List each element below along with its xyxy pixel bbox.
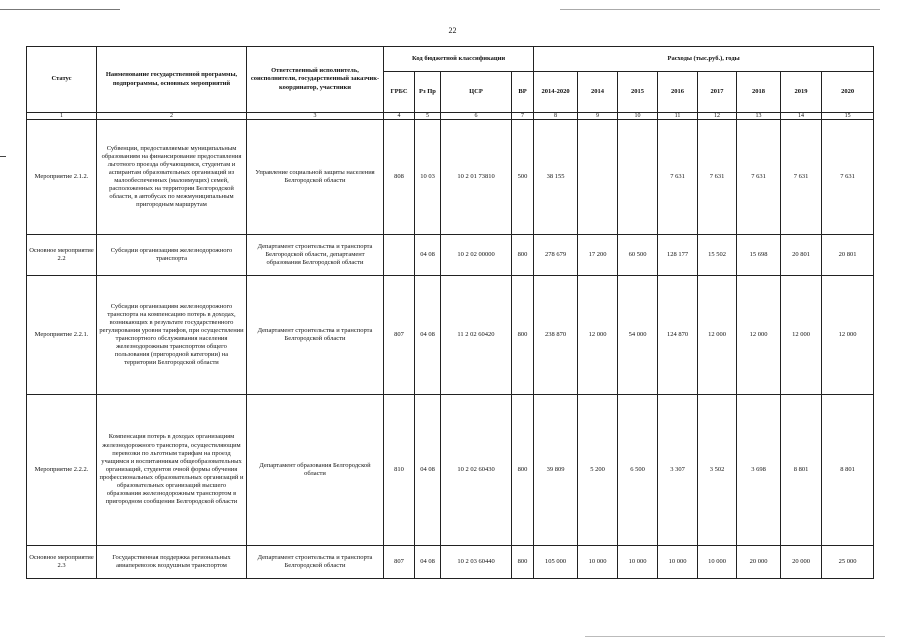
row-value: 238 870 xyxy=(534,276,578,395)
row-value: 10 000 xyxy=(618,546,658,579)
header-executor: Ответственный исполнитель, соисполнители, государственный заказчик-координатор, участники xyxy=(247,47,384,113)
row-value: 20 000 xyxy=(737,546,781,579)
header-year: 2014 xyxy=(578,72,618,113)
column-number-row xyxy=(27,113,874,120)
header-year: 2020 xyxy=(822,72,874,113)
header-status: Статус xyxy=(27,47,97,113)
row-name: Субсидии организациям железнодорожного транспорта на компенсацию потерь в доходах, возникающих в результате государственного регулирования уровня тарифов, при осуществлении транспортного обслуживания населения железнодорожным транспортом общего пользования (пригородной категории) на территории Белгородской области xyxy=(97,276,247,395)
row-status: Основное мероприятие 2.3 xyxy=(27,546,97,579)
row-value: 278 679 xyxy=(534,235,578,276)
row-executor: Департамент образования Белгородской области xyxy=(247,395,384,546)
scan-mark-top-right xyxy=(560,9,880,10)
column-number: 5 xyxy=(415,113,441,120)
column-number: 10 xyxy=(618,113,658,120)
row-value: 15 502 xyxy=(698,235,737,276)
column-number: 2 xyxy=(97,113,247,120)
header-year: 2016 xyxy=(658,72,698,113)
row-value: 60 500 xyxy=(618,235,658,276)
row-value: 7 631 xyxy=(698,120,737,235)
row-grbs: 808 xyxy=(384,120,415,235)
row-name: Компенсация потерь в доходах организациям железнодорожного транспорта, осуществляющим перевозки по льготным тарифам на проезд учащимся и воспитанникам общеобразовательных организаций, студентов очной формы обучения профессиональных образовательных организаций и образовательных организаций высшего образования железнодорожным транспортом в пригородном сообщении Белгородской области xyxy=(97,395,247,546)
row-value: 12 000 xyxy=(578,276,618,395)
row-value xyxy=(578,120,618,235)
row-status: Мероприятие 2.2.2. xyxy=(27,395,97,546)
column-number: 15 xyxy=(822,113,874,120)
row-value: 105 000 xyxy=(534,546,578,579)
row-status: Мероприятие 2.2.1. xyxy=(27,276,97,395)
row-rzpr: 10 03 xyxy=(415,120,441,235)
row-value: 128 177 xyxy=(658,235,698,276)
header-expenses: Расходы (тыс.руб.), годы xyxy=(534,47,874,72)
table-row xyxy=(27,395,874,546)
row-executor: Департамент строительства и транспорта Белгородской области xyxy=(247,546,384,579)
row-executor: Департамент строительства и транспорта Белгородской области xyxy=(247,276,384,395)
row-csr: 10 2 02 60430 xyxy=(441,395,512,546)
column-number: 13 xyxy=(737,113,781,120)
column-number: 12 xyxy=(698,113,737,120)
scan-mark-bottom xyxy=(585,636,885,637)
header-year: 2015 xyxy=(618,72,658,113)
row-value: 20 801 xyxy=(781,235,822,276)
header-rzpr: Рз Пр xyxy=(415,72,441,113)
header-budget-code: Код бюджетной классификации xyxy=(384,47,534,72)
row-executor: Управление социальной защиты населения Белгородской области xyxy=(247,120,384,235)
column-number: 3 xyxy=(247,113,384,120)
row-value: 20 801 xyxy=(822,235,874,276)
row-value: 54 000 xyxy=(618,276,658,395)
header-year: 2019 xyxy=(781,72,822,113)
row-vr: 800 xyxy=(512,546,534,579)
row-vr: 800 xyxy=(512,395,534,546)
row-value: 12 000 xyxy=(781,276,822,395)
column-number: 11 xyxy=(658,113,698,120)
row-value: 25 000 xyxy=(822,546,874,579)
row-value: 12 000 xyxy=(822,276,874,395)
header-year: 2014-2020 xyxy=(534,72,578,113)
row-value: 3 307 xyxy=(658,395,698,546)
table-row xyxy=(27,120,874,235)
header-vr: ВР xyxy=(512,72,534,113)
row-rzpr: 04 08 xyxy=(415,395,441,546)
column-number: 14 xyxy=(781,113,822,120)
row-csr: 10 2 02 00000 xyxy=(441,235,512,276)
column-number: 7 xyxy=(512,113,534,120)
row-grbs: 807 xyxy=(384,276,415,395)
row-name: Субсидии организациям железнодорожного транспорта xyxy=(97,235,247,276)
row-rzpr: 04 08 xyxy=(415,546,441,579)
header-csr: ЦСР xyxy=(441,72,512,113)
row-vr: 500 xyxy=(512,120,534,235)
row-value: 7 631 xyxy=(781,120,822,235)
row-value xyxy=(618,120,658,235)
column-number: 1 xyxy=(27,113,97,120)
row-grbs: 810 xyxy=(384,395,415,546)
row-value: 7 631 xyxy=(822,120,874,235)
row-value: 8 801 xyxy=(781,395,822,546)
column-number: 8 xyxy=(534,113,578,120)
row-value: 7 631 xyxy=(658,120,698,235)
row-value: 12 000 xyxy=(698,276,737,395)
row-status: Мероприятие 2.1.2. xyxy=(27,120,97,235)
row-csr: 10 2 01 73810 xyxy=(441,120,512,235)
row-value: 15 698 xyxy=(737,235,781,276)
row-value: 7 631 xyxy=(737,120,781,235)
budget-table xyxy=(26,46,874,579)
row-value: 8 801 xyxy=(822,395,874,546)
table-row xyxy=(27,546,874,579)
header-grbs: ГРБС xyxy=(384,72,415,113)
row-csr: 11 2 02 60420 xyxy=(441,276,512,395)
header-year: 2018 xyxy=(737,72,781,113)
row-name: Государственная поддержка региональных авиаперевозок воздушным транспортом xyxy=(97,546,247,579)
row-rzpr: 04 08 xyxy=(415,235,441,276)
row-value: 10 000 xyxy=(698,546,737,579)
row-value: 39 809 xyxy=(534,395,578,546)
row-rzpr: 04 08 xyxy=(415,276,441,395)
row-value: 5 200 xyxy=(578,395,618,546)
column-number: 6 xyxy=(441,113,512,120)
row-value: 10 000 xyxy=(578,546,618,579)
scan-mark-top-left xyxy=(0,9,120,10)
row-status: Основное мероприятие 2.2 xyxy=(27,235,97,276)
row-vr: 800 xyxy=(512,276,534,395)
row-value: 6 500 xyxy=(618,395,658,546)
row-value: 3 698 xyxy=(737,395,781,546)
column-number: 9 xyxy=(578,113,618,120)
row-vr: 800 xyxy=(512,235,534,276)
row-value: 20 000 xyxy=(781,546,822,579)
column-number: 4 xyxy=(384,113,415,120)
row-grbs: 807 xyxy=(384,546,415,579)
row-csr: 10 2 03 60440 xyxy=(441,546,512,579)
header-year: 2017 xyxy=(698,72,737,113)
row-value: 38 155 xyxy=(534,120,578,235)
table-row xyxy=(27,276,874,395)
header-name: Наименование государственной программы, подпрограммы, основных мероприятий xyxy=(97,47,247,113)
row-grbs xyxy=(384,235,415,276)
page-number: 22 xyxy=(448,26,457,35)
row-value: 12 000 xyxy=(737,276,781,395)
row-executor: Департамент строительства и транспорта Белгородской области, департамент образования Белгородской области xyxy=(247,235,384,276)
row-value: 10 000 xyxy=(658,546,698,579)
row-value: 17 200 xyxy=(578,235,618,276)
row-name: Субвенции, предоставляемые муниципальным образованиям на финансирование предоставления льготного проезда обучающимся, студентам и аспирантам образовательных организаций из малообеспеченных (малоимущих) семей, расположенных на территории Белгородской области, в автобусах по межмуниципальным пригородным маршрутам xyxy=(97,120,247,235)
scan-mark-left xyxy=(0,156,6,157)
row-value: 124 870 xyxy=(658,276,698,395)
table-row xyxy=(27,235,874,276)
row-value: 3 502 xyxy=(698,395,737,546)
